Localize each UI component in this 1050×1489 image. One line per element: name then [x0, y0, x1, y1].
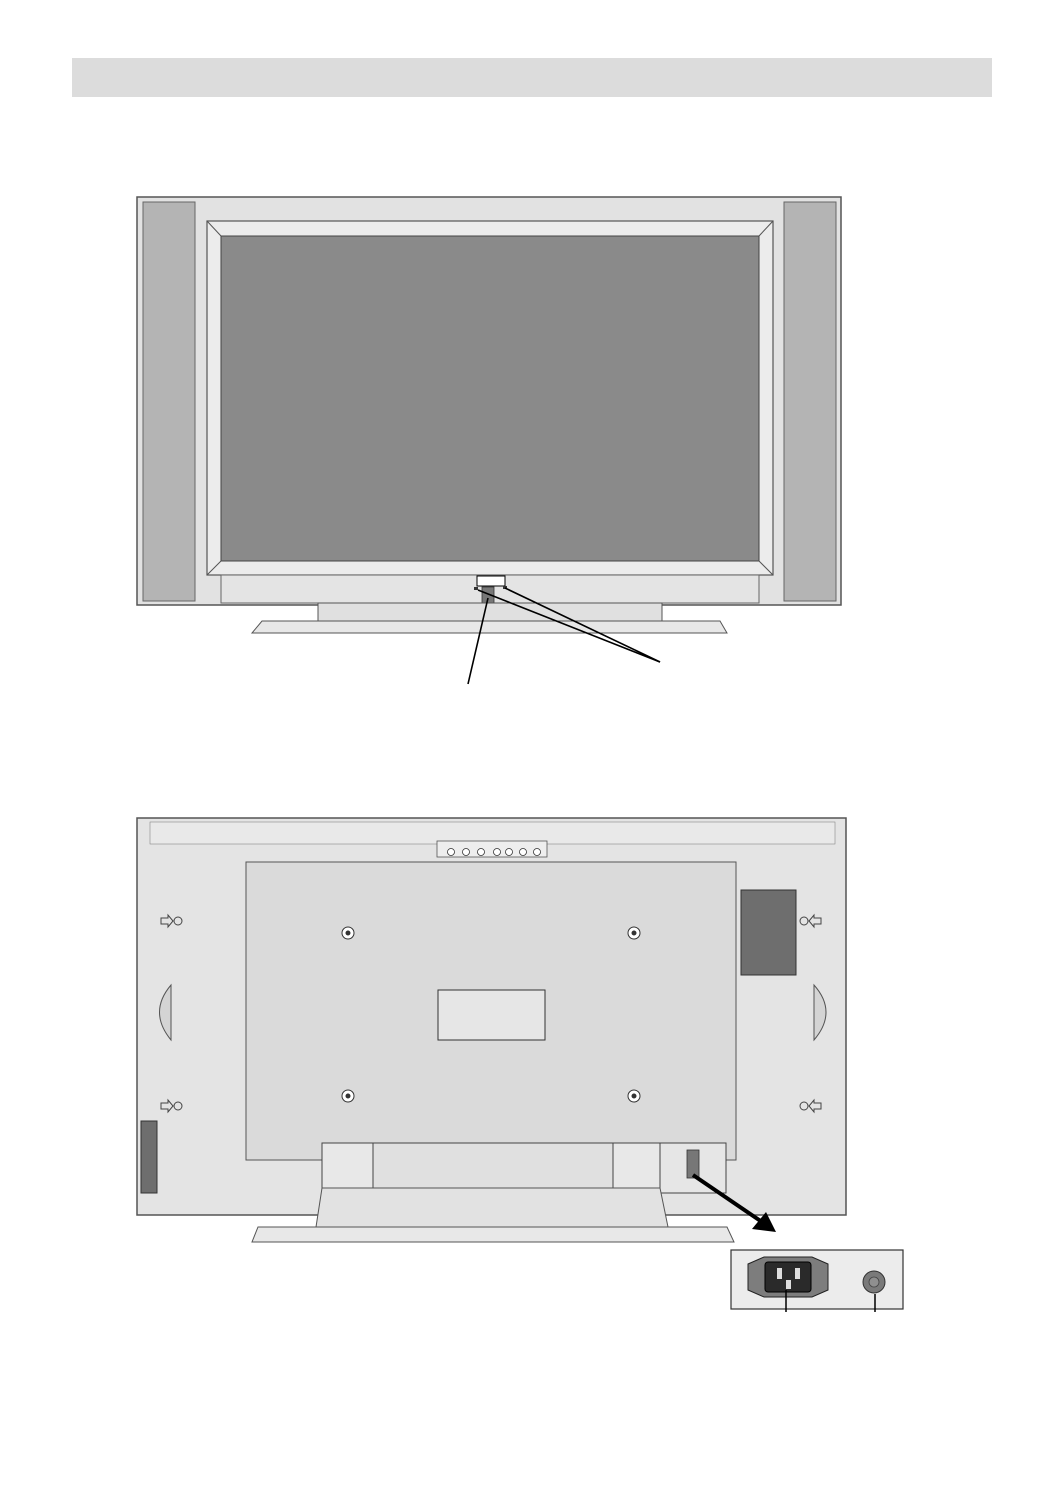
- left-speaker: [143, 202, 195, 601]
- rear-stand-base: [252, 1227, 734, 1242]
- rear-view: [137, 818, 903, 1312]
- power-lamp-left: [474, 587, 478, 590]
- connector-cover: [373, 1143, 613, 1194]
- connector-bracket-right: [613, 1143, 661, 1188]
- right-speaker: [784, 202, 836, 601]
- front-stand-neck: [318, 603, 662, 621]
- front-stand-base: [252, 621, 727, 633]
- rear-stand-neck: [316, 1188, 668, 1227]
- rear-dark-panel: [741, 890, 796, 975]
- connector-bracket-left: [322, 1143, 373, 1188]
- screen: [221, 236, 759, 561]
- rear-left-panel: [141, 1121, 157, 1193]
- front-view: [137, 197, 841, 684]
- rear-label-plate: [438, 990, 545, 1040]
- brand-logo-box: [477, 576, 505, 586]
- rear-power-socket: [687, 1150, 699, 1178]
